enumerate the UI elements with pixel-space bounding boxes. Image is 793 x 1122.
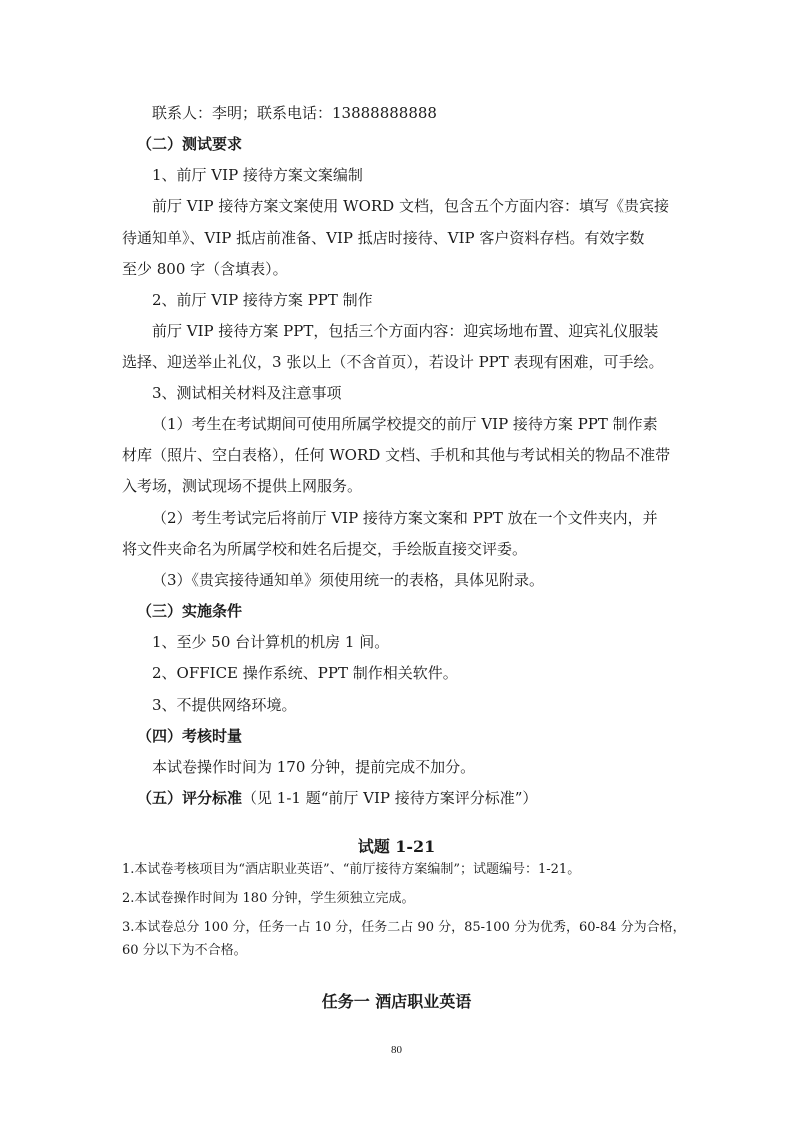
scoring-heading-note: （见 1-1 题“前厅 VIP 接待方案评分标准”） bbox=[242, 789, 538, 807]
note2-line: 将文件夹命名为所属学校和姓名后提交，手绘版直接交评委。 bbox=[122, 540, 528, 558]
contact-line: 联系人：李明；联系电话：13888888888 bbox=[152, 104, 437, 122]
exam-info-line: 1.本试卷考核项目为“酒店职业英语”、“前厅接待方案编制”；试题编号：1-21。 bbox=[122, 862, 581, 877]
scoring-heading-label: （五）评分标准 bbox=[137, 789, 243, 807]
note2-line: （2）考生考试完后将前厅 VIP 接待方案文案和 PPT 放在一个文件夹内，并 bbox=[152, 509, 658, 527]
conditions-heading: （三）实施条件 bbox=[137, 602, 243, 620]
condition-item: 3、不提供网络环境。 bbox=[152, 696, 297, 714]
exam-title: 试题 1-21 bbox=[357, 837, 436, 856]
condition-item: 1、至少 50 台计算机的机房 1 间。 bbox=[152, 633, 390, 651]
test-requirements-heading: （二）测试要求 bbox=[137, 135, 243, 153]
item1-text-line: 待通知单》、VIP 抵店前准备、VIP 抵店时接待、VIP 客户资料存档。有效字数 bbox=[122, 229, 645, 247]
exam-info-line: 3.本试卷总分 100 分，任务一占 10 分，任务二占 90 分，85-100 分为优秀，60-84 分为合格， bbox=[122, 920, 686, 935]
item1-text-line: 至少 800 字（含填表）。 bbox=[122, 260, 288, 278]
item2-text-line: 前厅 VIP 接待方案 PPT，包括三个方面内容：迎宾场地布置、迎宾礼仪服装 bbox=[152, 322, 659, 340]
scoring-heading bbox=[137, 788, 537, 808]
item2-heading: 2、前厅 VIP 接待方案 PPT 制作 bbox=[152, 291, 373, 309]
page-number: 80 bbox=[391, 1044, 402, 1056]
item3-heading: 3、测试相关材料及注意事项 bbox=[152, 384, 342, 402]
time-heading: （四）考核时量 bbox=[137, 727, 243, 745]
task-title: 任务一 酒店职业英语 bbox=[321, 992, 472, 1011]
exam-info-line: 2.本试卷操作时间为 180 分钟，学生须独立完成。 bbox=[122, 891, 415, 906]
time-text: 本试卷操作时间为 170 分钟，提前完成不加分。 bbox=[152, 758, 476, 776]
note3-line: （3）《贵宾接待通知单》须使用统一的表格，具体见附录。 bbox=[152, 571, 545, 589]
item1-text-line: 前厅 VIP 接待方案文案使用 WORD 文档，包含五个方面内容：填写《贵宾接 bbox=[152, 197, 669, 215]
exam-info-line: 60 分以下为不合格。 bbox=[122, 943, 247, 958]
note1-line: 入考场，测试现场不提供上网服务。 bbox=[122, 477, 363, 495]
note1-line: 材库（照片、空白表格），任何 WORD 文档、手机和其他与考试相关的物品不准带 bbox=[122, 446, 671, 464]
item2-text-line: 选择、迎送举止礼仪，3 张以上（不含首页），若设计 PPT 表现有困难，可手绘。 bbox=[122, 353, 664, 371]
note1-line: （1）考生在考试期间可使用所属学校提交的前厅 VIP 接待方案 PPT 制作素 bbox=[152, 415, 658, 433]
condition-item: 2、OFFICE 操作系统、PPT 制作相关软件。 bbox=[152, 664, 458, 682]
item1-heading: 1、前厅 VIP 接待方案文案编制 bbox=[152, 166, 363, 184]
